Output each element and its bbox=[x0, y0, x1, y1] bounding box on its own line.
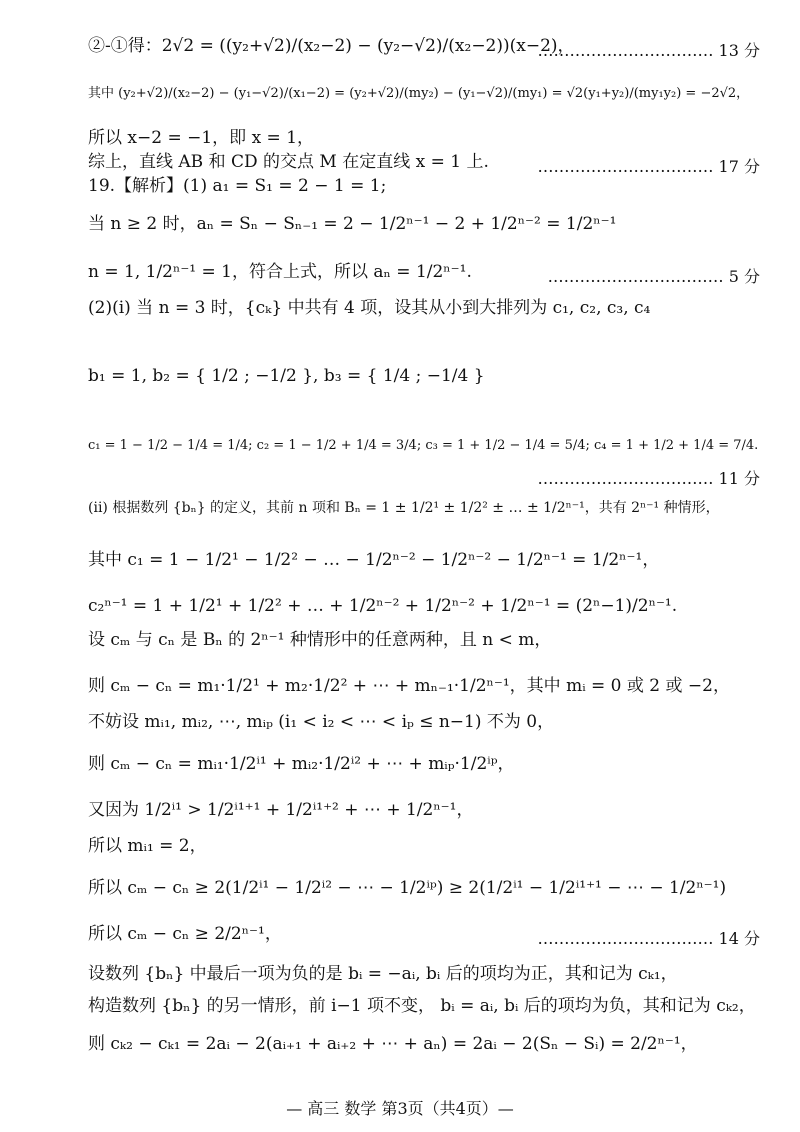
solution-line bbox=[88, 878, 760, 898]
solution-line bbox=[88, 86, 760, 102]
solution-line-text: 构造数列 {bₙ} 的另一情形，前 i−1 项不变， bᵢ = aᵢ, bᵢ 后的项均为负，其和记为 cₖ₂， bbox=[88, 996, 756, 1016]
solution-line-text: c₂ⁿ⁻¹ = 1 + 1/2¹ + 1/2² + … + 1/2ⁿ⁻² + 1/2ⁿ⁻² + 1/2ⁿ⁻¹ = (2ⁿ−1)/2ⁿ⁻¹. bbox=[88, 596, 678, 616]
solution-line-text: (2)(i) 当 n = 3 时，{cₖ} 中共有 4 项，设其从小到大排列为 c₁, c₂, c₃, c₄ bbox=[88, 298, 651, 318]
score-marker: …………………………… 13 分 bbox=[537, 41, 760, 60]
solution-line bbox=[88, 800, 760, 820]
solution-line-text: (ii) 根据数列 {bₙ} 的定义，其前 n 项和 Bₙ = 1 ± 1/2¹ ± 1/2² ± … ± 1/2ⁿ⁻¹，共有 2ⁿ⁻¹ 种情形， bbox=[88, 500, 720, 516]
solution-line-text: 所以 cₘ − cₙ ≥ 2(1/2ⁱ¹ − 1/2ⁱ² − ⋯ − 1/2ⁱᵖ) ≥ 2(1/2ⁱ¹ − 1/2ⁱ¹⁺¹ − ⋯ − 1/2ⁿ⁻¹) bbox=[88, 878, 727, 898]
solution-line bbox=[88, 964, 760, 984]
solution-line-text: b₁ = 1, b₂ = { 1/2 ; −1/2 }, b₃ = { 1/4 ; −1/4 } bbox=[88, 366, 485, 386]
score-marker: …………………………… 5 分 bbox=[547, 267, 760, 286]
page-footer: — 高三 数学 第3页（共4页）— bbox=[286, 1099, 514, 1118]
solution-line bbox=[88, 550, 760, 570]
solution-line bbox=[88, 712, 760, 732]
score-marker: …………………………… 14 分 bbox=[537, 929, 760, 948]
solution-line bbox=[88, 366, 760, 386]
solution-line bbox=[88, 500, 760, 517]
solution-line bbox=[88, 214, 760, 234]
solution-line bbox=[88, 754, 760, 774]
solution-line-text: 则 cₘ − cₙ = mᵢ₁·1/2ⁱ¹ + mᵢ₂·1/2ⁱ² + ⋯ + mᵢₚ·1/2ⁱᵖ， bbox=[88, 754, 515, 774]
solution-line bbox=[88, 676, 760, 696]
solution-line bbox=[88, 630, 760, 650]
solution-line bbox=[88, 176, 760, 196]
solution-line-text: 其中 c₁ = 1 − 1/2¹ − 1/2² − … − 1/2ⁿ⁻² − 1/2ⁿ⁻² − 1/2ⁿ⁻¹ = 1/2ⁿ⁻¹， bbox=[88, 550, 660, 570]
solution-line-text: 所以 mᵢ₁ = 2， bbox=[88, 836, 207, 856]
solution-line-text: 所以 cₘ − cₙ ≥ 2/2ⁿ⁻¹， bbox=[88, 924, 282, 944]
solution-line-text: 则 cₖ₂ − cₖ₁ = 2aᵢ − 2(aᵢ₊₁ + aᵢ₊₂ + ⋯ + aₙ) = 2aᵢ − 2(Sₙ − Sᵢ) = 2/2ⁿ⁻¹， bbox=[88, 1034, 698, 1054]
solution-line bbox=[88, 298, 760, 318]
solution-line-text: 当 n ≥ 2 时，aₙ = Sₙ − Sₙ₋₁ = 2 − 1/2ⁿ⁻¹ − 2 + 1/2ⁿ⁻² = 1/2ⁿ⁻¹ bbox=[88, 214, 617, 234]
solution-line-text: n = 1, 1/2ⁿ⁻¹ = 1，符合上式，所以 aₙ = 1/2ⁿ⁻¹. bbox=[88, 262, 472, 282]
solution-line-text: c₁ = 1 − 1/2 − 1/4 = 1/4; c₂ = 1 − 1/2 + 1/4 = 3/4; c₃ = 1 + 1/2 − 1/4 = 5/4; c₄ = 1 + 1/2 + 1/4 = 7/4. bbox=[88, 438, 759, 453]
solution-line-text: 综上，直线 AB 和 CD 的交点 M 在定直线 x = 1 上. bbox=[88, 152, 489, 172]
score-marker: …………………………… 11 分 bbox=[537, 469, 760, 488]
solution-line bbox=[88, 996, 760, 1016]
solution-line bbox=[88, 596, 760, 616]
solution-line bbox=[88, 128, 760, 148]
solution-line-text: 又因为 1/2ⁱ¹ > 1/2ⁱ¹⁺¹ + 1/2ⁱ¹⁺² + ⋯ + 1/2ⁿ⁻¹， bbox=[88, 800, 474, 820]
solution-line-text: 所以 x−2 = −1，即 x = 1， bbox=[88, 128, 315, 148]
solution-line-text: ②-①得：2√2 = ((y₂+√2)/(x₂−2) − (y₂−√2)/(x₂−2))(x−2)， bbox=[88, 36, 575, 56]
solution-line bbox=[88, 836, 760, 856]
solution-line-text: 不妨设 mᵢ₁, mᵢ₂, ⋯, mᵢₚ (i₁ < i₂ < ⋯ < iₚ ≤ n−1) 不为 0， bbox=[88, 712, 555, 732]
score-marker: …………………………… 17 分 bbox=[537, 157, 760, 176]
solution-line-text: 设 cₘ 与 cₙ 是 Bₙ 的 2ⁿ⁻¹ 种情形中的任意两种，且 n < m， bbox=[88, 630, 552, 650]
solution-line-text: 19.【解析】(1) a₁ = S₁ = 2 − 1 = 1; bbox=[88, 176, 387, 196]
solution-line-text: 设数列 {bₙ} 中最后一项为负的是 bᵢ = −aᵢ, bᵢ 后的项均为正，其和记为 cₖ₁， bbox=[88, 964, 678, 984]
solution-line-text: 其中 (y₂+√2)/(x₂−2) − (y₁−√2)/(x₁−2) = (y₂+√2)/(my₂) − (y₁−√2)/(my₁) = √2(y₁+y₂)/(my₁y₂) = −2√2， bbox=[88, 86, 750, 101]
solution-line-text: 则 cₘ − cₙ = m₁·1/2¹ + m₂·1/2² + ⋯ + mₙ₋₁·1/2ⁿ⁻¹，其中 mᵢ = 0 或 2 或 −2， bbox=[88, 676, 730, 696]
solution-line bbox=[88, 438, 760, 454]
solution-line bbox=[88, 1034, 760, 1054]
